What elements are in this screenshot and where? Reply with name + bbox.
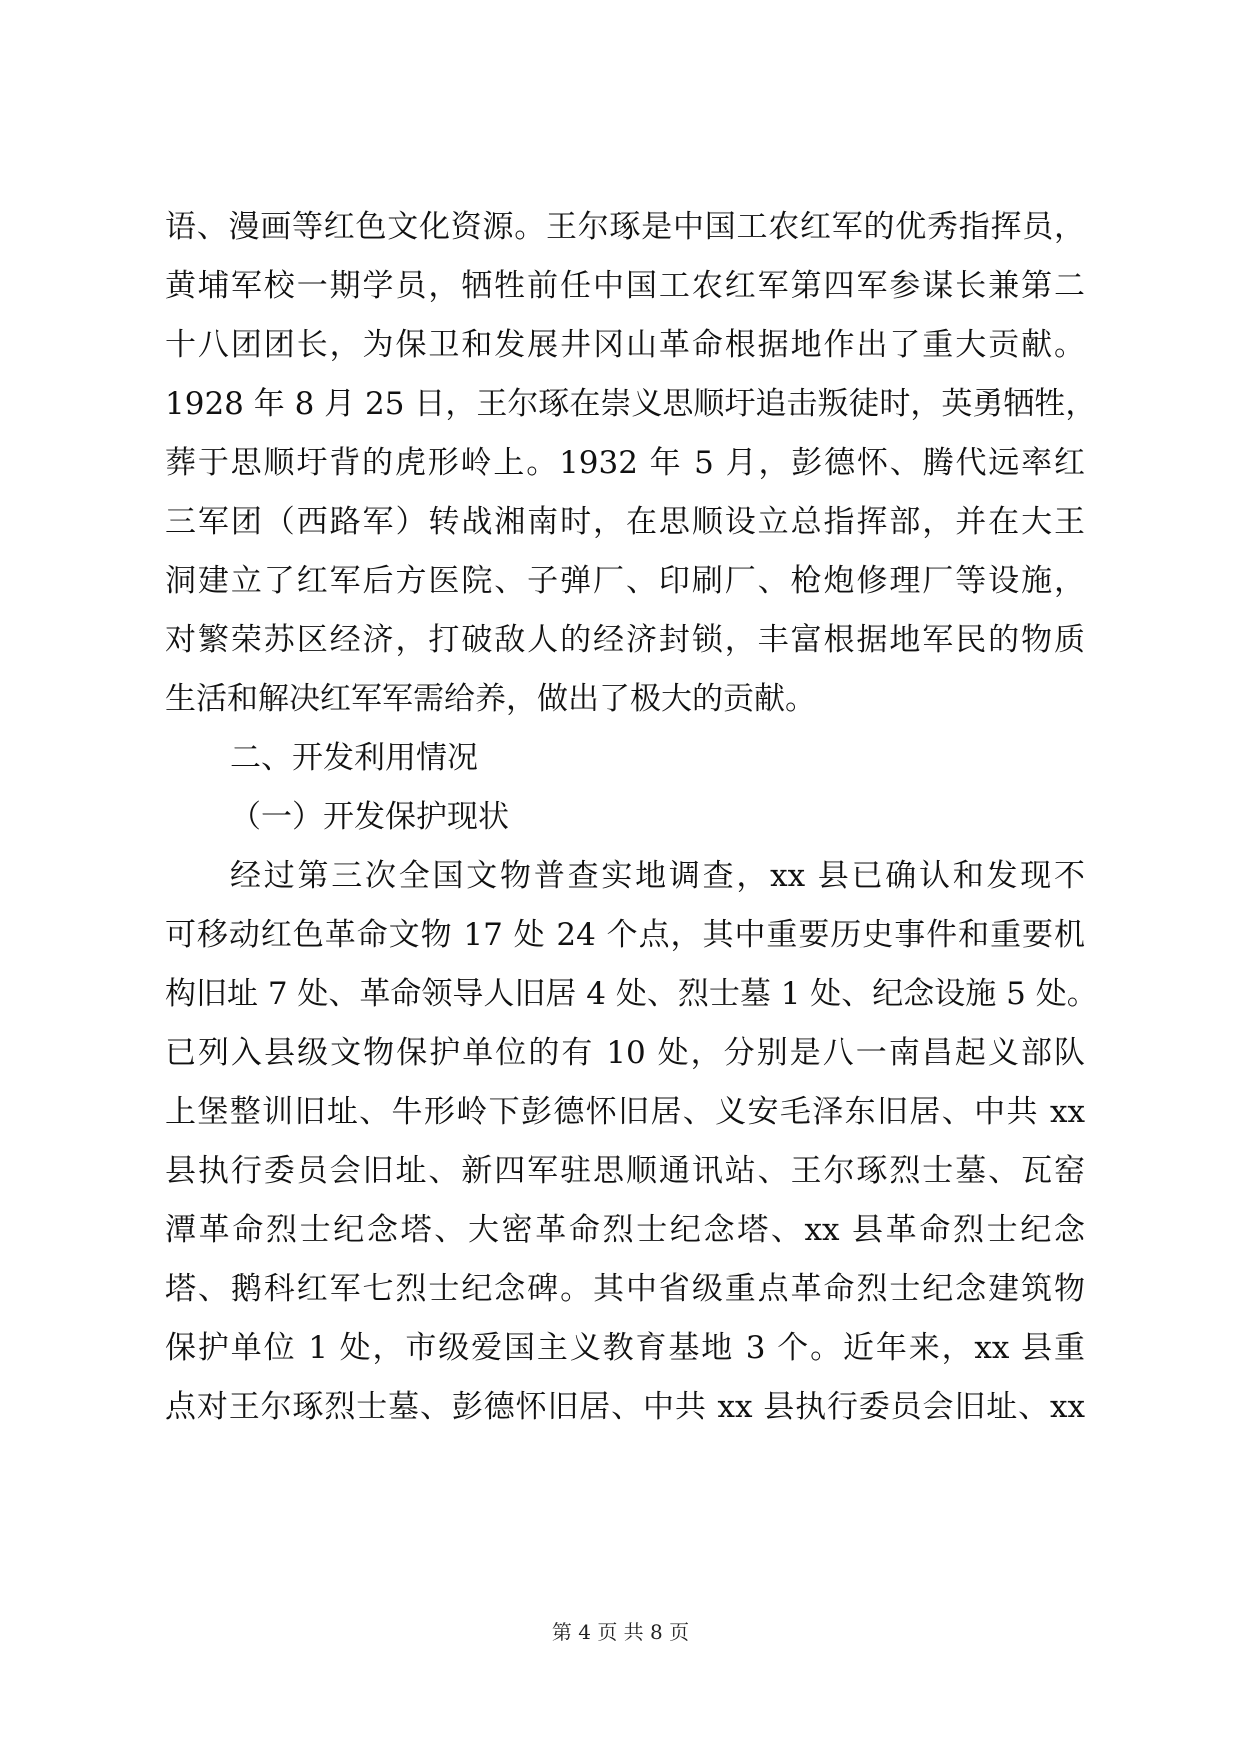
body-text-line: 点对王尔琢烈士墓、彭德怀旧居、中共 xx 县执行委员会旧址、xx [165,1389,1085,1425]
body-text-line: 构旧址 7 处、革命领导人旧居 4 处、烈士墓 1 处、纪念设施 5 处。 [165,976,1098,1012]
body-text-line: 可移动红色革命文物 17 处 24 个点，其中重要历史事件和重要机 [165,917,1085,953]
subsection-heading: （一）开发保护现状 [230,799,509,835]
page-number-footer: 第 4 页 共 8 页 [551,1620,690,1644]
body-text-line: 经过第三次全国文物普查实地调查，xx 县已确认和发现不 [230,858,1085,894]
body-text-line: 潭革命烈士纪念塔、大密革命烈士纪念塔、xx 县革命烈士纪念 [165,1212,1085,1248]
body-text-line: 三军团（西路军）转战湘南时，在思顺设立总指挥部，并在大王 [165,504,1085,540]
body-text-line: 上堡整训旧址、牛形岭下彭德怀旧居、义安毛泽东旧居、中共 xx [165,1094,1085,1130]
body-text-line: 葬于思顺圩背的虎形岭上。1932 年 5 月，彭德怀、腾代远率红 [165,445,1085,481]
body-text-line: 对繁荣苏区经济，打破敌人的经济封锁，丰富根据地军民的物质 [165,622,1085,658]
body-text-line: 已列入县级文物保护单位的有 10 处，分别是八一南昌起义部队 [165,1035,1085,1071]
body-text-line: 黄埔军校一期学员，牺牲前任中国工农红军第四军参谋长兼第二 [165,268,1085,304]
body-text-line: 洞建立了红军后方医院、子弹厂、印刷厂、枪炮修理厂等设施， [165,563,1085,599]
body-text-line: 1928 年 8 月 25 日，王尔琢在崇义思顺圩追击叛徒时，英勇牺牲， [165,386,1097,422]
body-text-line: 语、漫画等红色文化资源。王尔琢是中国工农红军的优秀指挥员， [165,209,1085,245]
body-text-line: 县执行委员会旧址、新四军驻思顺通讯站、王尔琢烈士墓、瓦窑 [165,1153,1085,1189]
body-text-line: 生活和解决红军军需给养，做出了极大的贡献。 [165,681,816,717]
body-text-line: 塔、鹅科红军七烈士纪念碑。其中省级重点革命烈士纪念建筑物 [165,1271,1085,1307]
section-heading: 二、开发利用情况 [230,740,478,776]
body-text-line: 保护单位 1 处，市级爱国主义教育基地 3 个。近年来，xx 县重 [165,1330,1085,1366]
body-text-line: 十八团团长，为保卫和发展井冈山革命根据地作出了重大贡献。 [165,327,1085,363]
